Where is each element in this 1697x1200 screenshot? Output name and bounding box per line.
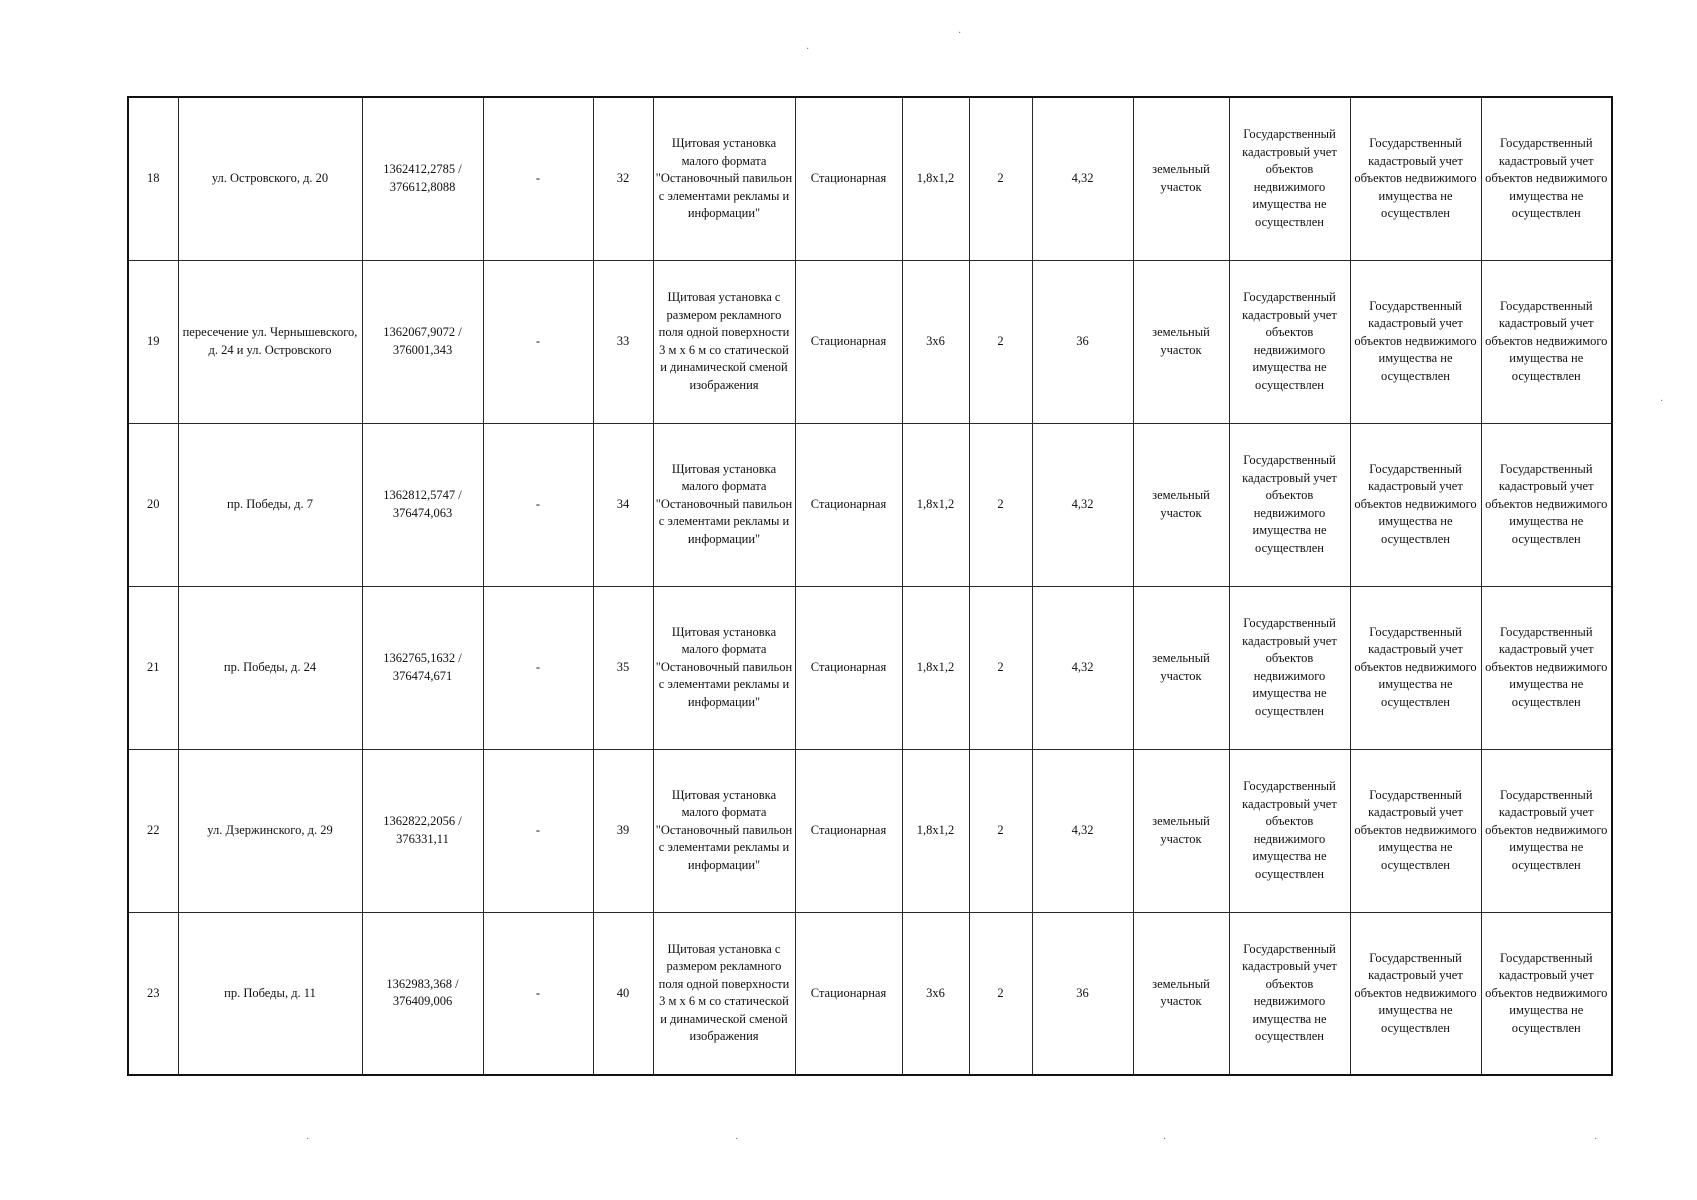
row-number-cell: 18 — [128, 97, 178, 260]
place-number-cell: 33 — [593, 260, 653, 423]
address-cell: пр. Победы, д. 11 — [178, 912, 362, 1075]
area-cell: 36 — [1032, 260, 1133, 423]
area-cell: 4,32 — [1032, 586, 1133, 749]
coordinates-cell: 1362822,2056 / 376331,11 — [362, 749, 483, 912]
cadastral-status-cell-1: Государственный кадастровый учет объектов недвижимого имущества не осуществлен — [1229, 912, 1350, 1075]
table-row — [128, 749, 1612, 912]
scan-speck: · — [1660, 396, 1664, 407]
scan-speck: · — [735, 1134, 739, 1145]
place-number-cell: 35 — [593, 586, 653, 749]
empty-value-cell: - — [483, 97, 593, 260]
structure-kind-cell: Стационарная — [795, 423, 902, 586]
cadastral-status-cell-1: Государственный кадастровый учет объектов недвижимого имущества не осуществлен — [1229, 586, 1350, 749]
structure-kind-cell: Стационарная — [795, 912, 902, 1075]
cadastral-status-cell-3: Государственный кадастровый учет объектов недвижимого имущества не осуществлен — [1481, 260, 1612, 423]
structure-type-cell: Щитовая установка малого формата "Остановочный павильон с элементами рекламы и информации" — [653, 423, 795, 586]
field-size-cell: 1,8х1,2 — [902, 423, 969, 586]
sides-count-cell: 2 — [969, 260, 1032, 423]
cadastral-status-cell-3: Государственный кадастровый учет объектов недвижимого имущества не осуществлен — [1481, 912, 1612, 1075]
table-row — [128, 97, 1612, 260]
land-type-cell: земельный участок — [1133, 97, 1229, 260]
coordinates-cell: 1362412,2785 / 376612,8088 — [362, 97, 483, 260]
cadastral-status-cell-1: Государственный кадастровый учет объектов недвижимого имущества не осуществлен — [1229, 423, 1350, 586]
scan-speck: · — [306, 1134, 310, 1145]
empty-value-cell: - — [483, 586, 593, 749]
cadastral-status-cell-3: Государственный кадастровый учет объектов недвижимого имущества не осуществлен — [1481, 423, 1612, 586]
structure-type-cell: Щитовая установка с размером рекламного поля одной поверхности 3 м х 6 м со статической и динамической сменой изображения — [653, 260, 795, 423]
empty-value-cell: - — [483, 260, 593, 423]
area-cell: 4,32 — [1032, 423, 1133, 586]
cadastral-status-cell-1: Государственный кадастровый учет объектов недвижимого имущества не осуществлен — [1229, 260, 1350, 423]
row-number-cell: 21 — [128, 586, 178, 749]
cadastral-status-cell-3: Государственный кадастровый учет объектов недвижимого имущества не осуществлен — [1481, 97, 1612, 260]
table-body — [128, 97, 1612, 1075]
scan-speck: · — [1163, 1134, 1167, 1145]
empty-value-cell: - — [483, 749, 593, 912]
advertising-structures-table — [127, 96, 1613, 1076]
address-cell: пересечение ул. Чернышевского, д. 24 и ул. Островского — [178, 260, 362, 423]
structure-type-cell: Щитовая установка малого формата "Остановочный павильон с элементами рекламы и информации" — [653, 749, 795, 912]
cadastral-status-cell-1: Государственный кадастровый учет объектов недвижимого имущества не осуществлен — [1229, 97, 1350, 260]
place-number-cell: 40 — [593, 912, 653, 1075]
cadastral-status-cell-2: Государственный кадастровый учет объектов недвижимого имущества не осуществлен — [1350, 97, 1481, 260]
scan-speck: · — [958, 28, 962, 39]
cadastral-status-cell-2: Государственный кадастровый учет объектов недвижимого имущества не осуществлен — [1350, 912, 1481, 1075]
field-size-cell: 1,8х1,2 — [902, 586, 969, 749]
area-cell: 4,32 — [1032, 97, 1133, 260]
address-cell: ул. Островского, д. 20 — [178, 97, 362, 260]
place-number-cell: 32 — [593, 97, 653, 260]
land-type-cell: земельный участок — [1133, 586, 1229, 749]
coordinates-cell: 1362765,1632 / 376474,671 — [362, 586, 483, 749]
row-number-cell: 23 — [128, 912, 178, 1075]
cadastral-status-cell-3: Государственный кадастровый учет объектов недвижимого имущества не осуществлен — [1481, 586, 1612, 749]
scan-speck: · — [1594, 1134, 1598, 1145]
empty-value-cell: - — [483, 423, 593, 586]
row-number-cell: 19 — [128, 260, 178, 423]
area-cell: 4,32 — [1032, 749, 1133, 912]
sides-count-cell: 2 — [969, 912, 1032, 1075]
table-row — [128, 586, 1612, 749]
place-number-cell: 39 — [593, 749, 653, 912]
land-type-cell: земельный участок — [1133, 749, 1229, 912]
sides-count-cell: 2 — [969, 586, 1032, 749]
address-cell: пр. Победы, д. 24 — [178, 586, 362, 749]
cadastral-status-cell-2: Государственный кадастровый учет объектов недвижимого имущества не осуществлен — [1350, 423, 1481, 586]
table-row — [128, 423, 1612, 586]
structure-kind-cell: Стационарная — [795, 97, 902, 260]
cadastral-status-cell-2: Государственный кадастровый учет объектов недвижимого имущества не осуществлен — [1350, 586, 1481, 749]
coordinates-cell: 1362812,5747 / 376474,063 — [362, 423, 483, 586]
address-cell: пр. Победы, д. 7 — [178, 423, 362, 586]
land-type-cell: земельный участок — [1133, 912, 1229, 1075]
sides-count-cell: 2 — [969, 423, 1032, 586]
land-type-cell: земельный участок — [1133, 423, 1229, 586]
scan-speck: · — [806, 44, 810, 55]
area-cell: 36 — [1032, 912, 1133, 1075]
structure-kind-cell: Стационарная — [795, 586, 902, 749]
cadastral-status-cell-3: Государственный кадастровый учет объектов недвижимого имущества не осуществлен — [1481, 749, 1612, 912]
coordinates-cell: 1362067,9072 / 376001,343 — [362, 260, 483, 423]
land-type-cell: земельный участок — [1133, 260, 1229, 423]
table-row — [128, 912, 1612, 1075]
cadastral-status-cell-1: Государственный кадастровый учет объектов недвижимого имущества не осуществлен — [1229, 749, 1350, 912]
row-number-cell: 22 — [128, 749, 178, 912]
structure-type-cell: Щитовая установка малого формата "Остановочный павильон с элементами рекламы и информации" — [653, 97, 795, 260]
sides-count-cell: 2 — [969, 97, 1032, 260]
row-number-cell: 20 — [128, 423, 178, 586]
cadastral-status-cell-2: Государственный кадастровый учет объектов недвижимого имущества не осуществлен — [1350, 260, 1481, 423]
field-size-cell: 1,8х1,2 — [902, 97, 969, 260]
sides-count-cell: 2 — [969, 749, 1032, 912]
field-size-cell: 1,8х1,2 — [902, 749, 969, 912]
cadastral-status-cell-2: Государственный кадастровый учет объектов недвижимого имущества не осуществлен — [1350, 749, 1481, 912]
coordinates-cell: 1362983,368 / 376409,006 — [362, 912, 483, 1075]
field-size-cell: 3х6 — [902, 912, 969, 1075]
structure-type-cell: Щитовая установка малого формата "Остановочный павильон с элементами рекламы и информации" — [653, 586, 795, 749]
structure-kind-cell: Стационарная — [795, 260, 902, 423]
structure-type-cell: Щитовая установка с размером рекламного поля одной поверхности 3 м х 6 м со статической и динамической сменой изображения — [653, 912, 795, 1075]
field-size-cell: 3х6 — [902, 260, 969, 423]
table-row — [128, 260, 1612, 423]
empty-value-cell: - — [483, 912, 593, 1075]
place-number-cell: 34 — [593, 423, 653, 586]
structure-kind-cell: Стационарная — [795, 749, 902, 912]
address-cell: ул. Дзержинского, д. 29 — [178, 749, 362, 912]
